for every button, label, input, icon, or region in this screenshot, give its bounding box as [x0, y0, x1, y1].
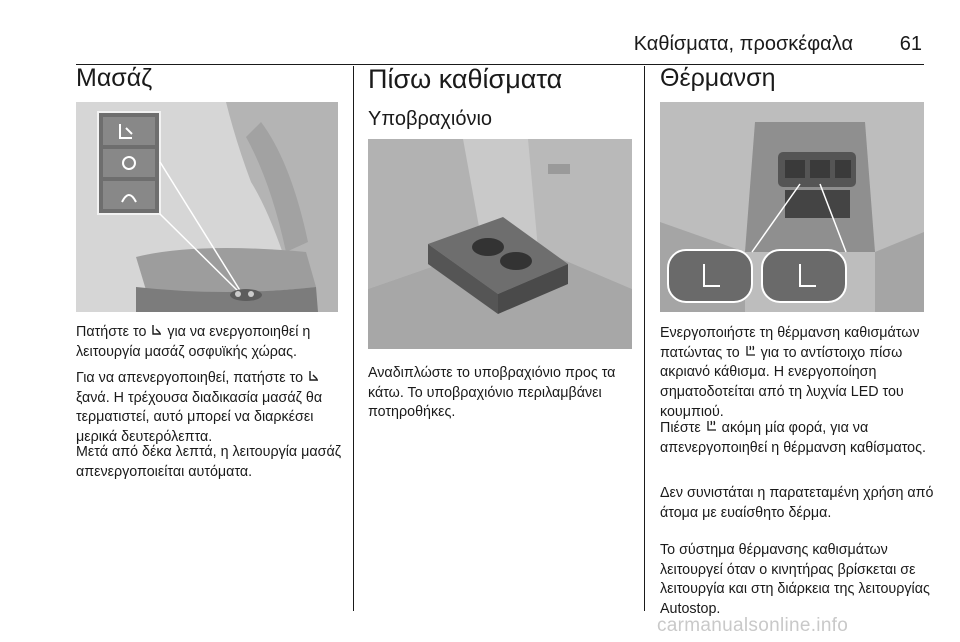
- text: Πατήστε το: [76, 324, 151, 340]
- massage-instruction-on: [76, 323, 346, 362]
- massage-heading: Μασάζ: [76, 64, 153, 92]
- column-divider-2: [644, 66, 645, 611]
- text: για να ενεργοποιηθεί η λειτουργία μασάζ οσφυϊκής χώρας.: [76, 324, 311, 360]
- text: Πιέστε: [660, 420, 705, 436]
- heating-instruction-on: [660, 324, 938, 423]
- heated-seat-icon: [744, 345, 757, 358]
- massage-seat-icon: [150, 324, 163, 337]
- massage-instruction-off: [76, 369, 346, 448]
- text: ακόμη μία φορά, για να απενεργοποιηθεί η θέρμανση καθίσματος.: [660, 420, 927, 456]
- text: για το αντίστοιχο πίσω ακριανό κάθισμα. Η ενεργοποίηση σηματοδοτείται από τη λυχνία LED του κουμπιού.: [660, 344, 904, 420]
- heating-instruction-off: [660, 419, 938, 458]
- text: Ενεργοποιήστε τη θέρμανση καθισμάτων πατώντας το: [660, 325, 920, 361]
- column-divider-1: [353, 66, 354, 611]
- watermark: carmanualsonline.info: [657, 615, 849, 636]
- text: Για να απενεργοποιηθεί, πατήστε το: [76, 370, 308, 386]
- armrest-subheading: Υποβραχιόνιο: [368, 108, 493, 130]
- running-header-title: Καθίσματα, προσκέφαλα: [633, 33, 853, 55]
- page-number: 61: [899, 33, 922, 55]
- text: ξανά. Η τρέχουσα διαδικασία μασάζ θα τερματιστεί, αυτό μπορεί να διαρκέσει μερικά δευτερόλεπτα.: [76, 389, 323, 446]
- heated-seat-icon: [705, 420, 718, 433]
- rear-console-figure: [660, 102, 924, 312]
- heating-operation-note: Το σύστημα θέρμανσης καθισμάτων λειτουργεί όταν ο κινητήρας βρίσκεται σε λειτουργία και στη διάρκεια της λειτουργίας Autostop.: [660, 542, 930, 618]
- heating-heading: Θέρμανση: [660, 64, 776, 92]
- heating-skin-warning: Δεν συνιστάται η παρατεταμένη χρήση από άτομα με ευαίσθητο δέρμα.: [660, 485, 934, 521]
- massage-seat-figure: [76, 102, 338, 312]
- massage-auto-off-note: Μετά από δέκα λεπτά, η λειτουργία μασάζ απενεργοποιείται αυτόματα.: [76, 444, 342, 480]
- rear-seats-heading: Πίσω καθίσματα: [368, 64, 563, 94]
- armrest-figure: [368, 139, 632, 349]
- massage-seat-icon: [307, 370, 320, 383]
- armrest-instruction: Αναδιπλώστε το υποβραχιόνιο προς τα κάτω. Το υποβραχιόνιο περιλαμβάνει ποτηροθήκες.: [368, 365, 616, 421]
